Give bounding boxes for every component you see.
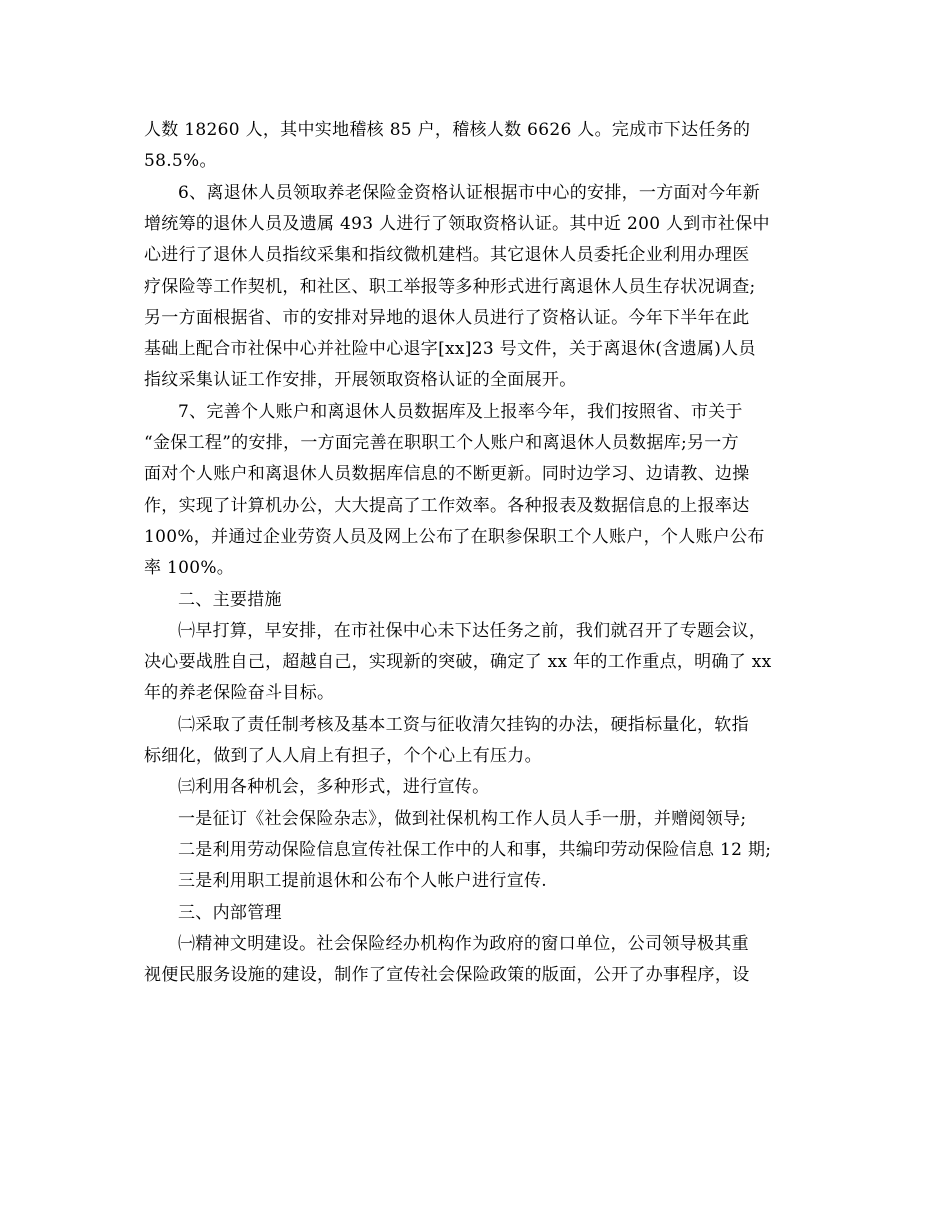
- text-line: 率 100%。: [144, 558, 235, 578]
- text-line: 另一方面根据省、市的安排对异地的退休人员进行了资格认证。今年下半年在此: [144, 308, 750, 328]
- text-line: 二是利用劳动保险信息宣传社保工作中的人和事，共编印劳动保险信息 12 期;: [178, 840, 772, 860]
- text-line: 一是征订《社会保险杂志》，做到社保机构工作人员人手一册，并赠阅领导;: [178, 809, 747, 829]
- text-line: 人数 18260 人，其中实地稽核 85 户，稽核人数 6626 人。完成市下达任务的: [144, 120, 751, 140]
- text-line: 指纹采集认证工作安排，开展领取资格认证的全面展开。: [144, 370, 577, 390]
- text-line: 100%，并通过企业劳资人员及网上公布了在职参保职工个人账户，个人账户公布: [144, 527, 765, 547]
- text-line: 58.5%。: [144, 151, 217, 171]
- text-line: 年的养老保险奋斗目标。: [144, 683, 335, 703]
- text-line: 三是利用职工提前退休和公布个人帐户进行宣传.: [178, 871, 548, 891]
- text-line: ㈠早打算，早安排，在市社保中心未下达任务之前，我们就召开了专题会议，: [178, 621, 767, 641]
- text-line: 标细化，做到了人人肩上有担子，个个心上有压力。: [144, 746, 542, 766]
- text-line: ㈠精神文明建设。社会保险经办机构作为政府的窗口单位，公司领导极其重: [178, 934, 749, 954]
- text-line: 面对个人账户和离退休人员数据库信息的不断更新。同时边学习、边请教、边操: [144, 464, 750, 484]
- text-line: 作，实现了计算机办公，大大提高了工作效率。各种报表及数据信息的上报率达: [144, 496, 750, 516]
- text-line: 决心要战胜自己，超越自己，实现新的突破，确定了 xx 年的工作重点，明确了 xx: [144, 652, 772, 672]
- text-line: 6、离退休人员领取养老保险金资格认证根据市中心的安排，一方面对今年新: [178, 183, 761, 203]
- text-line: 疗保险等工作契机，和社区、职工举报等多种形式进行离退休人员生存状况调查;: [144, 277, 756, 297]
- text-line: 增统筹的退休人员及遗属 493 人进行了领取资格认证。其中近 200 人到市社保中: [144, 214, 770, 234]
- text-line: ㈡采取了责任制考核及基本工资与征收清欠挂钩的办法，硬指标量化，软指: [178, 715, 749, 735]
- text-line: 二、主要措施: [178, 590, 282, 610]
- text-line: ㈢利用各种机会，多种形式，进行宣传。: [178, 777, 490, 797]
- text-line: 基础上配合市社保中心并社险中心退字[xx]23 号文件，关于离退休(含遗属)人员: [144, 339, 756, 359]
- text-line: 7、完善个人账户和离退休人员数据库及上报率今年，我们按照省、市关于: [178, 402, 743, 422]
- text-line: “金保工程”的安排，一方面完善在职职工个人账户和离退休人员数据库;另一方: [144, 433, 739, 453]
- text-line: 视便民服务设施的建设，制作了宣传社会保险政策的版面，公开了办事程序，设: [144, 965, 750, 985]
- text-line: 心进行了退休人员指纹采集和指纹微机建档。其它退休人员委托企业利用办理医: [144, 245, 750, 265]
- text-line: 三、内部管理: [178, 903, 282, 923]
